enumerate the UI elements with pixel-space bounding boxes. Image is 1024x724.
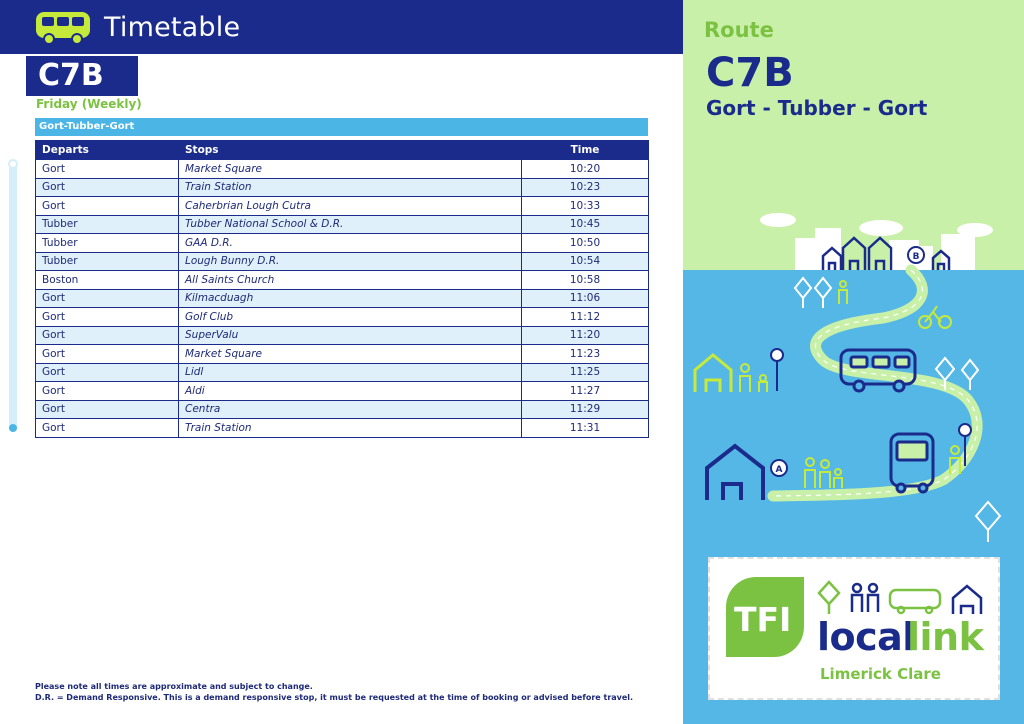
- time-cell: 11:20: [522, 326, 649, 345]
- column-header-departs: Departs: [36, 141, 179, 160]
- table-row: [36, 326, 649, 345]
- table-row: [36, 178, 649, 197]
- service-day: Friday (Weekly): [36, 97, 142, 111]
- stop-cell: Lough Bunny D.R.: [179, 252, 522, 271]
- departs-cell: Gort: [36, 400, 179, 419]
- table-header-row: [36, 141, 649, 160]
- stop-cell: Market Square: [179, 345, 522, 364]
- page-title: Timetable: [104, 12, 241, 43]
- departs-cell: Tubber: [36, 215, 179, 234]
- stop-cell: Golf Club: [179, 308, 522, 327]
- marker-b: B: [912, 252, 920, 262]
- time-cell: 11:06: [522, 289, 649, 308]
- stop-cell: SuperValu: [179, 326, 522, 345]
- departs-cell: Gort: [36, 308, 179, 327]
- time-cell: 10:58: [522, 271, 649, 290]
- brand-link-text: link: [907, 615, 984, 659]
- header-bar: [0, 0, 683, 54]
- departs-cell: Gort: [36, 419, 179, 438]
- notes: [35, 681, 633, 703]
- departs-cell: Gort: [36, 326, 179, 345]
- stop-cell: GAA D.R.: [179, 234, 522, 253]
- column-header-stops: Stops: [179, 141, 522, 160]
- time-cell: 11:25: [522, 363, 649, 382]
- time-cell: 11:23: [522, 345, 649, 364]
- time-cell: 10:54: [522, 252, 649, 271]
- time-cell: 10:23: [522, 178, 649, 197]
- stop-cell: Lidl: [179, 363, 522, 382]
- cyclist-icon: [919, 306, 951, 328]
- time-cell: 10:45: [522, 215, 649, 234]
- table-row: [36, 252, 649, 271]
- brand-local-text: local: [817, 615, 915, 659]
- table-row: [36, 234, 649, 253]
- bus-icon: [34, 10, 92, 46]
- departs-cell: Gort: [36, 363, 179, 382]
- table-row: [36, 289, 649, 308]
- route-code-large: C7B: [706, 50, 794, 96]
- departs-cell: Gort: [36, 382, 179, 401]
- table-row: [36, 419, 649, 438]
- table-row: [36, 382, 649, 401]
- departs-cell: Boston: [36, 271, 179, 290]
- table-row: [36, 197, 649, 216]
- table-row: [36, 271, 649, 290]
- time-cell: 11:12: [522, 308, 649, 327]
- table-title: Gort-Tubber-Gort: [35, 118, 648, 136]
- people-icon: [852, 584, 878, 612]
- progress-track: [6, 158, 20, 438]
- stop-cell: Caherbrian Lough Cutra: [179, 197, 522, 216]
- timetable-body: [36, 160, 649, 438]
- bus-icon: [890, 590, 940, 613]
- column-header-time: Time: [522, 141, 649, 160]
- note-demand-responsive: D.R. = Demand Responsive. This is a demand responsive stop, it must be requested at the time of booking or advised before travel.: [35, 693, 634, 702]
- tree-icon: [819, 582, 839, 614]
- departs-cell: Gort: [36, 178, 179, 197]
- time-cell: 10:33: [522, 197, 649, 216]
- progress-start-dot: [9, 160, 17, 168]
- house-icon: [707, 446, 763, 500]
- time-cell: 10:50: [522, 234, 649, 253]
- house-icon: [695, 355, 731, 392]
- stop-cell: Market Square: [179, 160, 522, 179]
- time-cell: 11:29: [522, 400, 649, 419]
- departs-cell: Gort: [36, 345, 179, 364]
- tfi-logo-text: TFI: [734, 600, 792, 639]
- progress-end-dot: [9, 424, 17, 432]
- stop-cell: Train Station: [179, 419, 522, 438]
- cloud-icon: [760, 213, 993, 237]
- time-cell: 11:27: [522, 382, 649, 401]
- stop-cell: Kilmacduagh: [179, 289, 522, 308]
- stop-cell: Train Station: [179, 178, 522, 197]
- table-row: [36, 345, 649, 364]
- stop-cell: Aldi: [179, 382, 522, 401]
- route-label: Route: [704, 18, 774, 42]
- departs-cell: Gort: [36, 289, 179, 308]
- table-row: [36, 400, 649, 419]
- house-icon: [953, 586, 981, 614]
- departs-cell: Gort: [36, 160, 179, 179]
- time-cell: 11:31: [522, 419, 649, 438]
- table-row: [36, 363, 649, 382]
- stop-cell: All Saints Church: [179, 271, 522, 290]
- route-path: Gort - Tubber - Gort: [706, 96, 928, 120]
- bus-stop-icon: [771, 349, 971, 466]
- brand-icons: [815, 580, 985, 616]
- departs-cell: Gort: [36, 197, 179, 216]
- route-code: C7B: [38, 58, 104, 93]
- time-cell: 10:20: [522, 160, 649, 179]
- table-row: [36, 308, 649, 327]
- note-approximate: Please note all times are approximate and subject to change.: [35, 682, 313, 691]
- map-pin-icon: [771, 460, 787, 476]
- timetable-table: [35, 140, 649, 438]
- marker-a: A: [775, 465, 783, 475]
- table-row: [36, 160, 649, 179]
- stop-cell: Centra: [179, 400, 522, 419]
- departs-cell: Tubber: [36, 252, 179, 271]
- stop-cell: Tubber National School & D.R.: [179, 215, 522, 234]
- departs-cell: Tubber: [36, 234, 179, 253]
- map-pin-icon: [908, 247, 924, 263]
- brand-region: Limerick Clare: [820, 665, 941, 683]
- table-row: [36, 215, 649, 234]
- route-illustration: [683, 200, 1024, 545]
